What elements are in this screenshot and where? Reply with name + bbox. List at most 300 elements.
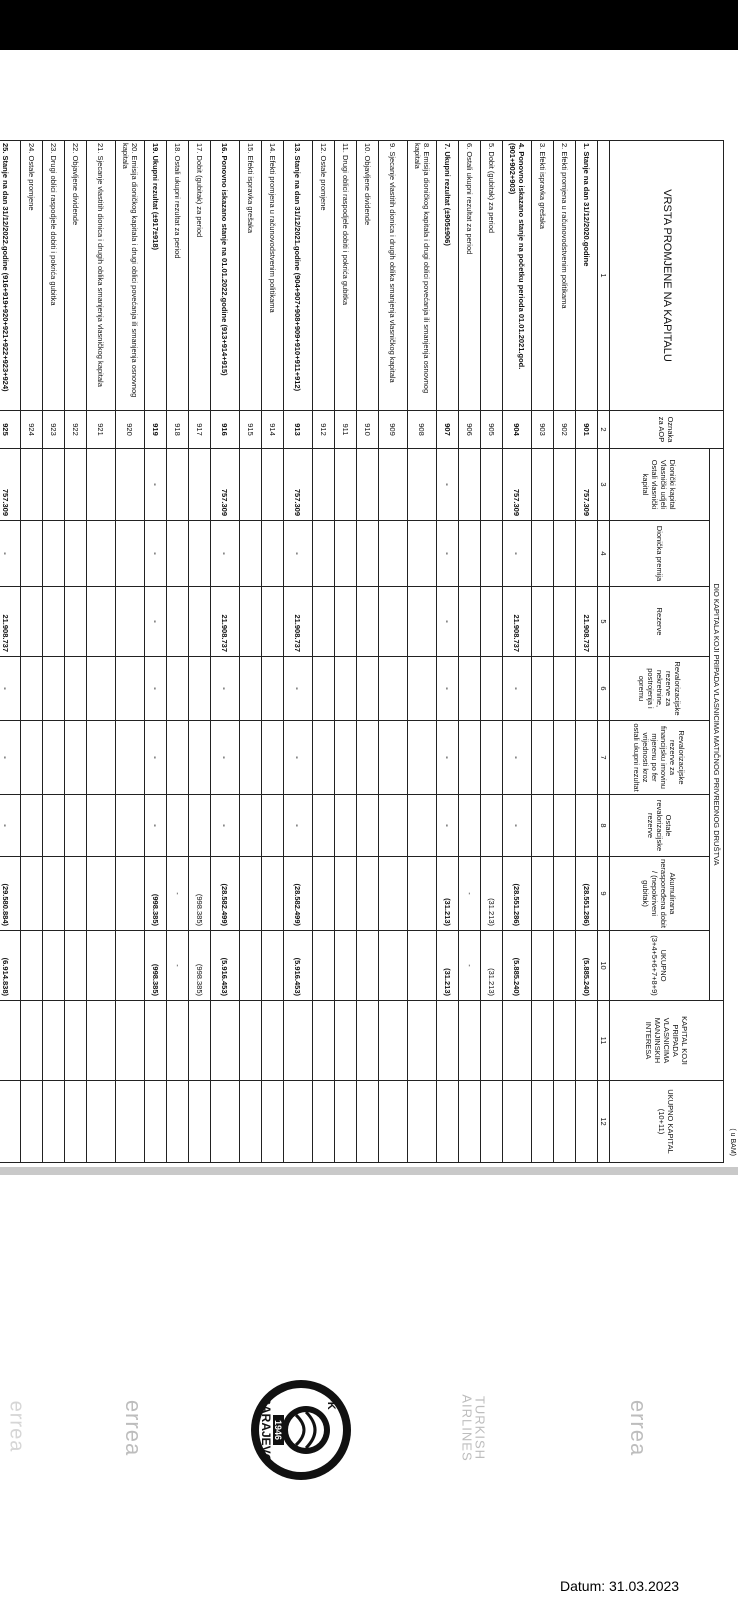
cell-c3 <box>262 449 284 521</box>
header-c9: Akumulirana neraspoređena dobit / (nepokriveni gubitak) <box>610 857 710 931</box>
cell-c5 <box>43 587 65 657</box>
cell-c10 <box>116 931 145 1001</box>
cell-c5 <box>335 587 357 657</box>
row-description: 6. Ostali ukupni rezultat za period <box>459 141 481 411</box>
row-aop: 925 <box>0 411 21 449</box>
cell-c3: 757.309 <box>284 449 313 521</box>
cell-c7 <box>357 721 379 795</box>
cell-c10 <box>408 931 437 1001</box>
cell-c5: - <box>145 587 167 657</box>
sponsor-turkish-airlines: TURKISH AIRLINES <box>459 1394 488 1462</box>
row-description: 25. Stanje na dan 31/12/2022.godine (916+919+920+921+922+923+924) <box>0 141 21 411</box>
table-row <box>408 141 437 1163</box>
cell-c12 <box>116 1081 145 1163</box>
cell-c8 <box>576 795 598 857</box>
row-aop: 902 <box>554 411 576 449</box>
cell-c5 <box>408 587 437 657</box>
cell-c4 <box>189 521 211 587</box>
cell-c8: - <box>284 795 313 857</box>
cell-c5 <box>21 587 43 657</box>
table-row <box>459 141 481 1163</box>
cell-c8 <box>43 795 65 857</box>
table-row <box>503 141 532 1163</box>
cell-c12 <box>145 1081 167 1163</box>
cell-c6 <box>116 657 145 721</box>
row-description: 19. Ukupni rezultat (±917±918) <box>145 141 167 411</box>
row-description: 15. Efekti ispravka grešaka <box>240 141 262 411</box>
cell-c9: (998.385) <box>145 857 167 931</box>
column-number: 10 <box>598 931 610 1001</box>
cell-c9 <box>335 857 357 931</box>
row-description: 9. Sjecanje vlastitih dionica i drugih oblika smanjenja vlasničkog kapitala <box>379 141 408 411</box>
cell-c8 <box>554 795 576 857</box>
cell-c7 <box>65 721 87 795</box>
cell-c6 <box>167 657 189 721</box>
cell-c6 <box>357 657 379 721</box>
cell-c11 <box>379 1001 408 1081</box>
cell-c10 <box>21 931 43 1001</box>
table-row <box>240 141 262 1163</box>
cell-c12 <box>189 1081 211 1163</box>
row-aop: 910 <box>357 411 379 449</box>
cell-c11 <box>481 1001 503 1081</box>
cell-c4: - <box>284 521 313 587</box>
cell-c7 <box>116 721 145 795</box>
capital-changes-table <box>0 140 724 1163</box>
cell-c7 <box>481 721 503 795</box>
report-date: Datum: 31.03.2023 <box>560 1578 680 1594</box>
row-description: 12. Ostale promjene <box>313 141 335 411</box>
sponsor-errea-left: errea <box>121 1399 147 1457</box>
cell-c11 <box>335 1001 357 1081</box>
header-oznaka: Oznaka za AOP <box>610 411 724 449</box>
cell-c12 <box>87 1081 116 1163</box>
table-row <box>116 141 145 1163</box>
row-aop: 912 <box>313 411 335 449</box>
cell-c7: - <box>503 721 532 795</box>
cell-c6 <box>408 657 437 721</box>
column-number: 11 <box>598 1001 610 1081</box>
row-aop: 904 <box>503 411 532 449</box>
cell-c12 <box>43 1081 65 1163</box>
cell-c9 <box>357 857 379 931</box>
cell-c8 <box>313 795 335 857</box>
cell-c3 <box>481 449 503 521</box>
table-row <box>87 141 116 1163</box>
cell-c9: (31.213) <box>437 857 459 931</box>
cell-c10 <box>379 931 408 1001</box>
row-aop: 920 <box>116 411 145 449</box>
cell-c6 <box>240 657 262 721</box>
cell-c10: (5.916.453) <box>211 931 240 1001</box>
cell-c3: 757.309 <box>576 449 598 521</box>
header-vrsta: VRSTA PROMJENE NA KAPITALU <box>610 141 724 411</box>
cell-c8 <box>189 795 211 857</box>
header-group-maticno: DIO KAPITALA KOJI PRIPADA VLASNICIMA MATIČNOG PRIVREDNOG DRUŠTVA <box>710 449 724 1001</box>
capital-changes-sheet <box>1 140 738 1162</box>
column-number: 8 <box>598 795 610 857</box>
row-description: 23. Drugi oblici raspodjele dobiti i pokrića gubitka <box>43 141 65 411</box>
cell-c12 <box>21 1081 43 1163</box>
cell-c7 <box>313 721 335 795</box>
cell-c8: - <box>437 795 459 857</box>
table-row <box>189 141 211 1163</box>
cell-c5 <box>189 587 211 657</box>
cell-c10: (31.213) <box>437 931 459 1001</box>
cell-c3 <box>87 449 116 521</box>
row-description: 7. Ukupni rezultat (±905±906) <box>437 141 459 411</box>
cell-c10: (5.885.240) <box>576 931 598 1001</box>
cell-c12 <box>240 1081 262 1163</box>
table-row <box>357 141 379 1163</box>
cell-c8 <box>459 795 481 857</box>
cell-c11 <box>284 1001 313 1081</box>
cell-c11 <box>262 1001 284 1081</box>
cell-c9: (28.551.286) <box>503 857 532 931</box>
cell-c8 <box>408 795 437 857</box>
header-c5: Rezerve <box>610 587 710 657</box>
cell-c12 <box>532 1081 554 1163</box>
cell-c5 <box>167 587 189 657</box>
cell-c12 <box>284 1081 313 1163</box>
row-description: 11. Drugi oblici raspodjele dobiti i pokrića gubitka <box>335 141 357 411</box>
cell-c7: - <box>284 721 313 795</box>
cell-c7 <box>554 721 576 795</box>
cell-c11 <box>459 1001 481 1081</box>
cell-c11 <box>145 1001 167 1081</box>
cell-c5: 21.908.737 <box>576 587 598 657</box>
table-row <box>65 141 87 1163</box>
cell-c7 <box>379 721 408 795</box>
cell-c7 <box>189 721 211 795</box>
cell-c9: - <box>167 857 189 931</box>
cell-c6 <box>532 657 554 721</box>
cell-c7: - <box>0 721 21 795</box>
table-row <box>167 141 189 1163</box>
row-description: 10. Objavljene dividende <box>357 141 379 411</box>
cell-c3 <box>408 449 437 521</box>
fk-sarajevo-logo <box>246 1375 356 1485</box>
cell-c3 <box>554 449 576 521</box>
cell-c12 <box>262 1081 284 1163</box>
row-description: 22. Objavljene dividende <box>65 141 87 411</box>
currency-unit: ( u BAM) <box>729 1128 736 1156</box>
table-row <box>313 141 335 1163</box>
table-row <box>437 141 459 1163</box>
cell-c10 <box>335 931 357 1001</box>
cell-c5 <box>532 587 554 657</box>
table-row <box>145 141 167 1163</box>
cell-c4 <box>357 521 379 587</box>
cell-c12 <box>459 1081 481 1163</box>
cell-c11 <box>167 1001 189 1081</box>
cell-c7 <box>21 721 43 795</box>
cell-c12 <box>379 1081 408 1163</box>
cell-c8: - <box>145 795 167 857</box>
column-number: 6 <box>598 657 610 721</box>
header-c7: Revalorizacijske rezerve za financijsku imovinu mjerenu po fer vrijednosti kroz ostali ukupni rezultat <box>610 721 710 795</box>
cell-c5: 21.908.737 <box>211 587 240 657</box>
cell-c9: (28.582.499) <box>284 857 313 931</box>
sponsor-errea-right: errea <box>626 1399 652 1457</box>
row-description: 14. Efekti promjena u računovodstvenim politikama <box>262 141 284 411</box>
cell-c7 <box>532 721 554 795</box>
cell-c3 <box>532 449 554 521</box>
cell-c5: 21.908.737 <box>503 587 532 657</box>
cell-c6 <box>87 657 116 721</box>
column-number: 3 <box>598 449 610 521</box>
column-number-row <box>598 141 610 1163</box>
sponsor-errea-faded: errea <box>5 1400 28 1453</box>
cell-c12 <box>357 1081 379 1163</box>
cell-c6 <box>43 657 65 721</box>
cell-c9: (28.551.286) <box>576 857 598 931</box>
column-number: 5 <box>598 587 610 657</box>
cell-c10 <box>240 931 262 1001</box>
cell-c10 <box>262 931 284 1001</box>
cell-c12 <box>481 1081 503 1163</box>
header-c3: Dionički kapital Vlasnički udjeli Ostali vlasnički kapital <box>610 449 710 521</box>
cell-c5: - <box>437 587 459 657</box>
row-aop: 915 <box>240 411 262 449</box>
cell-c8: - <box>0 795 21 857</box>
cell-c8: - <box>503 795 532 857</box>
cell-c11 <box>189 1001 211 1081</box>
cell-c10: (5.885.240) <box>503 931 532 1001</box>
cell-c3 <box>379 449 408 521</box>
table-body <box>0 141 598 1163</box>
row-description: 13. Stanje na dan 31/12/2021.godine (904+907+908+909+910+911+912) <box>284 141 313 411</box>
cell-c7 <box>459 721 481 795</box>
cell-c8 <box>481 795 503 857</box>
cell-c11 <box>357 1001 379 1081</box>
cell-c3 <box>335 449 357 521</box>
cell-c12 <box>0 1081 21 1163</box>
row-aop: 911 <box>335 411 357 449</box>
header-c6: Revalorizacijske rezerve za nekretnine, postrojenja i opremu <box>610 657 710 721</box>
cell-c7 <box>408 721 437 795</box>
row-description: 5. Dobit (gubitak) za period <box>481 141 503 411</box>
cell-c5 <box>379 587 408 657</box>
cell-c11 <box>65 1001 87 1081</box>
cell-c6 <box>65 657 87 721</box>
cell-c6: - <box>145 657 167 721</box>
cell-c12 <box>65 1081 87 1163</box>
cell-c8 <box>240 795 262 857</box>
cell-c4 <box>167 521 189 587</box>
cell-c6: - <box>503 657 532 721</box>
cell-c12 <box>437 1081 459 1163</box>
cell-c6 <box>379 657 408 721</box>
cell-c7 <box>262 721 284 795</box>
cell-c4: - <box>437 521 459 587</box>
row-description: 17. Dobit (gubitak) za period <box>189 141 211 411</box>
logo-name-text: SARAJEVO <box>259 1396 273 1464</box>
cell-c9 <box>313 857 335 931</box>
cell-c5: 21.908.737 <box>0 587 21 657</box>
cell-c3: 757.309 <box>211 449 240 521</box>
row-aop: 906 <box>459 411 481 449</box>
row-description: 8. Emisija dioničkog kapitala i drugi oblici povećanja ili smanjenja osnovnog kapitala <box>408 141 437 411</box>
logo-year-text: 1946 <box>273 1419 283 1441</box>
cell-c3 <box>21 449 43 521</box>
cell-c10: (31.213) <box>481 931 503 1001</box>
cell-c3 <box>240 449 262 521</box>
cell-c6: - <box>0 657 21 721</box>
top-black-bar <box>0 0 738 50</box>
cell-c10 <box>554 931 576 1001</box>
cell-c10 <box>313 931 335 1001</box>
cell-c5 <box>313 587 335 657</box>
cell-c12 <box>408 1081 437 1163</box>
cell-c11 <box>313 1001 335 1081</box>
cell-c4 <box>262 521 284 587</box>
cell-c8 <box>532 795 554 857</box>
cell-c4 <box>313 521 335 587</box>
header-c10: UKUPNO (3+4+5+6+7+8+9) <box>610 931 710 1001</box>
cell-c6 <box>262 657 284 721</box>
cell-c10 <box>65 931 87 1001</box>
cell-c3: - <box>145 449 167 521</box>
cell-c10: (6.914.838) <box>0 931 21 1001</box>
cell-c10 <box>532 931 554 1001</box>
cell-c10: (998.385) <box>145 931 167 1001</box>
cell-c4 <box>21 521 43 587</box>
cell-c6 <box>189 657 211 721</box>
row-description: 18. Ostali ukupni rezultat za period <box>167 141 189 411</box>
cell-c9: (29.580.884) <box>0 857 21 931</box>
cell-c6 <box>313 657 335 721</box>
cell-c4: - <box>145 521 167 587</box>
cell-c11 <box>0 1001 21 1081</box>
column-number: 4 <box>598 521 610 587</box>
table-row <box>211 141 240 1163</box>
row-aop: 924 <box>21 411 43 449</box>
cell-c9 <box>554 857 576 931</box>
cell-c9: (31.213) <box>481 857 503 931</box>
cell-c7: - <box>437 721 459 795</box>
cell-c11 <box>408 1001 437 1081</box>
cell-c8 <box>167 795 189 857</box>
row-aop: 923 <box>43 411 65 449</box>
cell-c4 <box>554 521 576 587</box>
cell-c11 <box>87 1001 116 1081</box>
cell-c11 <box>532 1001 554 1081</box>
cell-c9 <box>87 857 116 931</box>
row-description: 1. Stanje na dan 31/12/2020.godine <box>576 141 598 411</box>
cell-c11 <box>437 1001 459 1081</box>
cell-c5 <box>262 587 284 657</box>
row-aop: 913 <box>284 411 313 449</box>
cell-c7 <box>43 721 65 795</box>
cell-c3: 757.309 <box>503 449 532 521</box>
logo-fk-text: FK <box>325 1395 337 1410</box>
cell-c9 <box>43 857 65 931</box>
row-aop: 919 <box>145 411 167 449</box>
cell-c6: - <box>284 657 313 721</box>
cell-c3 <box>43 449 65 521</box>
cell-c4: - <box>0 521 21 587</box>
cell-c8 <box>357 795 379 857</box>
cell-c9 <box>116 857 145 931</box>
cell-c3 <box>65 449 87 521</box>
cell-c8 <box>87 795 116 857</box>
table-row <box>532 141 554 1163</box>
cell-c11 <box>211 1001 240 1081</box>
cell-c5 <box>357 587 379 657</box>
cell-c9: (998.385) <box>189 857 211 931</box>
cell-c5 <box>65 587 87 657</box>
cell-c3 <box>167 449 189 521</box>
cell-c6 <box>459 657 481 721</box>
cell-c11 <box>43 1001 65 1081</box>
cell-c3 <box>357 449 379 521</box>
row-description: 2. Efekti promjena u računovodstvenim politikama <box>554 141 576 411</box>
row-aop: 916 <box>211 411 240 449</box>
cell-c3 <box>459 449 481 521</box>
row-aop: 918 <box>167 411 189 449</box>
cell-c9 <box>65 857 87 931</box>
table-row <box>576 141 598 1163</box>
cell-c6 <box>554 657 576 721</box>
cell-c9 <box>532 857 554 931</box>
cell-c7: - <box>145 721 167 795</box>
cell-c9 <box>379 857 408 931</box>
cell-c3: 757.309 <box>0 449 21 521</box>
cell-c6 <box>576 657 598 721</box>
cell-c11 <box>21 1001 43 1081</box>
cell-c9: - <box>459 857 481 931</box>
cell-c9 <box>240 857 262 931</box>
header-c4: Dionička premija <box>610 521 710 587</box>
cell-c8 <box>262 795 284 857</box>
cell-c10: (998.385) <box>189 931 211 1001</box>
cell-c5 <box>87 587 116 657</box>
row-aop: 901 <box>576 411 598 449</box>
column-number: 12 <box>598 1081 610 1163</box>
row-description: 3. Efekti ispravka grešaka <box>532 141 554 411</box>
row-aop: 903 <box>532 411 554 449</box>
cell-c12 <box>211 1081 240 1163</box>
cell-c8 <box>379 795 408 857</box>
cell-c4 <box>43 521 65 587</box>
cell-c4: - <box>503 521 532 587</box>
header-ukupno-kapital: UKUPNO KAPITAL (10+11) <box>610 1081 724 1163</box>
cell-c11 <box>116 1001 145 1081</box>
table-row <box>284 141 313 1163</box>
cell-c7 <box>576 721 598 795</box>
row-aop: 922 <box>65 411 87 449</box>
cell-c4 <box>408 521 437 587</box>
table-row <box>335 141 357 1163</box>
cell-c3 <box>313 449 335 521</box>
table-row <box>481 141 503 1163</box>
cell-c4 <box>576 521 598 587</box>
cell-c12 <box>313 1081 335 1163</box>
cell-c6: - <box>211 657 240 721</box>
cell-c4 <box>87 521 116 587</box>
row-description: 16. Ponovno iskazano stanje na 01.01.2022.godine (913+914+915) <box>211 141 240 411</box>
row-description: 20. Emisija dioničkog kapitala i drugi oblici povećanja ili smanjenja osnovnog kapitala <box>116 141 145 411</box>
cell-c4 <box>532 521 554 587</box>
cell-c7 <box>87 721 116 795</box>
row-aop: 921 <box>87 411 116 449</box>
row-description: 4. Ponovno iskazano stanje na početku perioda 01.01.2021.god. (901+902+903) <box>503 141 532 411</box>
column-number: 2 <box>598 411 610 449</box>
cell-c10 <box>87 931 116 1001</box>
cell-c10: - <box>167 931 189 1001</box>
cell-c7 <box>240 721 262 795</box>
